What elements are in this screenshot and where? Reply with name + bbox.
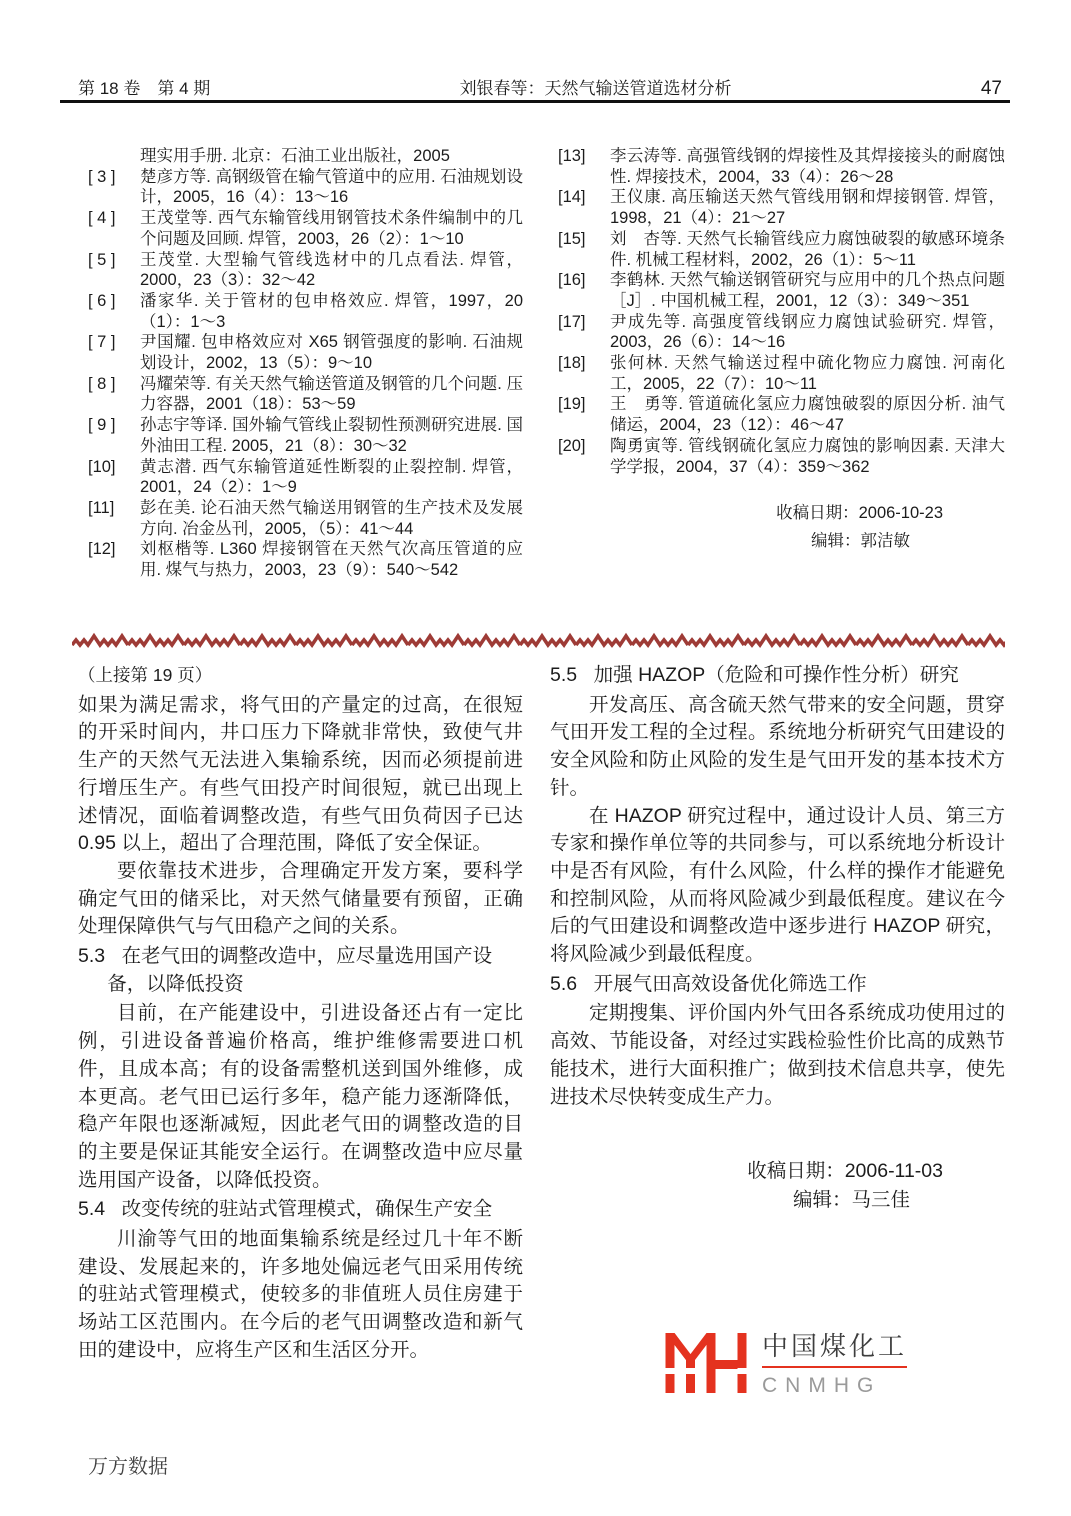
section-number: 5.5 [550,664,578,686]
reference-label: [15] [558,229,586,248]
paragraph: 川渝等气田的地面集输系统是经过几十年不断建设、发展起来的，许多地处偏远老气田采用传统的驻站式管理模式，使较多的非值班人员住房建于场站工区范围内。在今后的老气田调整改造和新气田的建设中，应将生产区和生活区分开。 [78,1228,523,1361]
section-number: 5.6 [550,972,578,995]
paragraph: 如果为满足需求，将气田的产量定的过高，在很短的开采时间内，井口压力下降就非常快，致使气井生产的天然气无法进入集输系统，因而必须提前进行增压生产。有些气田投产时间很短，就已出现上述情况，面临着调整改造，有些气田负荷因子已达 0.95 以上，超出了合理范围，降低了安全保证。 [78,693,523,855]
reference-text: 冯耀荣等. 有关天然气输送管道及钢管的几个问题. 压力容器，2001（18）：53～59 [140,374,523,414]
section-number: 5.3 [78,945,106,968]
reference-item [88,374,523,415]
received-date: 收稿日期：2006-11-03 [747,1160,943,1183]
reference-text: 刘枢楷等. L360 焊接钢管在天然气次高压管道的应用. 煤气与热力，2003，23（9）：540～542 [140,540,523,580]
reference-item [88,167,523,208]
editor-name: 编辑：郭洁敏 [811,532,910,551]
reference-label [88,146,140,167]
reference-label: [ 9 ] [88,416,116,435]
reference-item [558,270,1005,311]
paragraph: 在 HAZOP 研究过程中，通过设计人员、第三方专家和操作单位等的共同参与，可以系统地分析设计中是否有风险，有什么风险，什么样的操作才能避免和控制风险，从而将风险减少到最低程度。建议在今后的气田建设和调整改造中逐步进行 HAZOP 研究，将风险减少到最低程度。 [550,804,1005,966]
received-block [558,499,1005,555]
reference-text: 刘 杏等. 天然气长输管线应力腐蚀破裂的敏感环境条件. 机械工程材料，2002，26（1）：5～11 [610,229,1005,269]
continuation-note: （上接第 19 页） [78,665,213,685]
paragraph: 开发高压、高含硫天然气带来的安全问题，贯穿气田开发工程的全过程。系统地分析研究气田建设的安全风险和防止风险的发生是气田开发的基本技术方针。 [550,693,1005,799]
reference-text: 王 勇等. 管道硫化氢应力腐蚀破裂的原因分析. 油气储运，2004，23（12）：46～47 [610,395,1005,435]
reference-text: 王茂堂. 大型输气管线选材中的几点看法. 焊管，2000，23（3）：32～42 [140,250,523,290]
article-body [78,662,1005,1400]
reference-text: 陶勇寅等. 管线钢硫化氢应力腐蚀的影响因素. 天津大学学报，2004，37（4）：359～362 [610,436,1005,476]
reference-label: [ 4 ] [88,209,116,228]
reference-text: 王茂堂等. 西气东输管线用钢管技术条件编制中的几个问题及回顾. 焊管，2003，26（2）：1～10 [140,209,523,248]
reference-item [88,539,523,580]
reference-text: 理实用手册. 北京：石油工业出版社，2005 [140,147,450,165]
body-column-left [78,662,523,1400]
section-title: 改变传统的驻站式管理模式，确保生产安全 [121,1198,493,1221]
section-heading-5-4 [78,1196,523,1224]
reference-item [558,312,1005,353]
reference-label: [12] [88,540,116,559]
received-date: 收稿日期：2006-10-23 [776,504,943,523]
volume-issue: 第 18 卷 第 4 期 [78,79,211,98]
paragraph: 定期搜集、评价国内外气田各系统成功使用过的高效、节能设备，对经过实践检验性价比高的成熟节能技术，进行大面积推广；做到技术信息共享，使先进技术尽快转变成生产力。 [550,1002,1005,1108]
section-heading-5-5 [550,662,1005,690]
wanfang-watermark: 万方数据 [88,1456,168,1478]
reference-text: 张何林. 天然气输送过程中硫化物应力腐蚀. 河南化工，2005，22（7）：10～11 [610,354,1005,393]
reference-text: 彭在美. 论石油天然气输送用钢管的生产技术及发展方向. 冶金丛刊，2005，（5）：41～44 [140,498,523,538]
paragraph: 目前，在产能建设中，引进设备还占有一定比例，引进设备普遍价格高，维护维修需要进口机件，且成本高；有的设备需整机送到国外维修，成本更高。老气田已运行多年，稳产能力逐渐降低，稳产年限也逐渐减短，因此老气田的调整改造的目的主要是保证其能安全运行。在调整改造中应尽量选用国产设备，以降低投资。 [78,1002,523,1191]
reference-item [558,229,1005,270]
reference-label: [ 3 ] [88,167,116,186]
editor-name: 编辑：马三佳 [792,1189,910,1212]
cnmhg-monogram-icon [665,1333,747,1393]
logo-text-block [762,1333,907,1399]
zigzag-divider [72,632,1005,652]
section-title: 在老气田的调整改造中，应尽量选用国产设备，以降低投资 [107,945,493,995]
section-heading-5-3 [78,943,523,998]
reference-label: [11] [88,498,115,517]
reference-label: [ 7 ] [88,333,116,352]
reference-label: [10] [88,457,116,476]
reference-item [88,208,523,249]
reference-list [78,146,1005,581]
reference-item [558,394,1005,435]
section-number: 5.4 [78,1198,106,1221]
reference-column-left [78,146,523,581]
reference-label: [13] [558,147,586,165]
reference-text: 潘家华. 关于管材的包申格效应. 焊管，1997，20（1）：1～3 [140,291,523,331]
reference-item [88,332,523,373]
reference-label: [18] [558,354,586,373]
body-column-right [550,662,1005,1400]
logo-name-cn: 中国煤化工 [762,1333,907,1368]
reference-label: [16] [558,271,586,290]
reference-text: 尹成先等. 高强度管线钢应力腐蚀试验研究. 焊管，2003，26（6）：14～16 [610,312,1005,352]
section-heading-5-6 [550,971,1005,999]
reference-item [88,457,523,498]
reference-label: [19] [558,395,586,414]
page-header [78,74,1002,100]
reference-item [88,291,523,332]
reference-label: [17] [558,312,586,331]
paragraph: 要依靠技术进步，合理确定开发方案，要科学确定气田的储采比，对天然气储量要有预留，正确处理保障供气与气田稳产之间的关系。 [78,859,523,938]
reference-text: 孙志宇等译. 国外输气管线止裂韧性预测研究进展. 国外油田工程. 2005，21（8）：30～32 [140,416,523,455]
reference-text: 楚彦方等. 高钢级管在输气管道中的应用. 石油规划设计，2005，16（4）：13～16 [140,167,523,207]
reference-item [558,353,1005,394]
reference-label: [20] [558,436,586,455]
reference-column-right [550,146,1005,581]
reference-text: 尹国耀. 包申格效应对 X65 钢管强度的影响. 石油规划设计，2002，13（5）：9～10 [140,333,523,373]
reference-text: 王仪康. 高压输送天然气管线用钢和焊接钢管. 焊管，1998，21（4）：21～27 [610,188,1005,228]
reference-item [88,250,523,291]
logo-name-en: CNMHG [762,1373,882,1397]
section-title: 开展气田高效设备优化筛选工作 [593,972,867,995]
reference-item [558,187,1005,228]
cnmhg-logo [665,1333,1005,1399]
reference-label: [14] [558,188,586,207]
reference-item [88,415,523,456]
reference-text: 李鹤林. 天然气输送钢管研究与应用中的几个热点问题［J］. 中国机械工程，2001，12（3）：349～351 [610,271,1005,310]
section-title: 加强 HAZOP（危险和可操作性分析）研究 [593,664,959,686]
reference-item [88,498,523,539]
reference-text: 黄志潜. 西气东输管道延性断裂的止裂控制. 焊管，2001，24（2）：1～9 [140,457,523,497]
reference-label: [ 6 ] [88,291,116,310]
page-number: 47 [980,78,1002,99]
running-title: 刘银春等：天然气输送管道选材分析 [459,79,732,98]
reference-label: [ 5 ] [88,250,116,269]
reference-item [558,436,1005,477]
reference-item [88,146,523,167]
reference-label: [ 8 ] [88,374,116,393]
received-block [550,1157,1005,1215]
reference-text: 李云涛等. 高强管线钢的焊接性及其焊接接头的耐腐蚀性. 焊接技术，2004，33（4）：26～28 [610,147,1005,186]
reference-item [558,146,1005,187]
header-rule [60,100,1010,103]
